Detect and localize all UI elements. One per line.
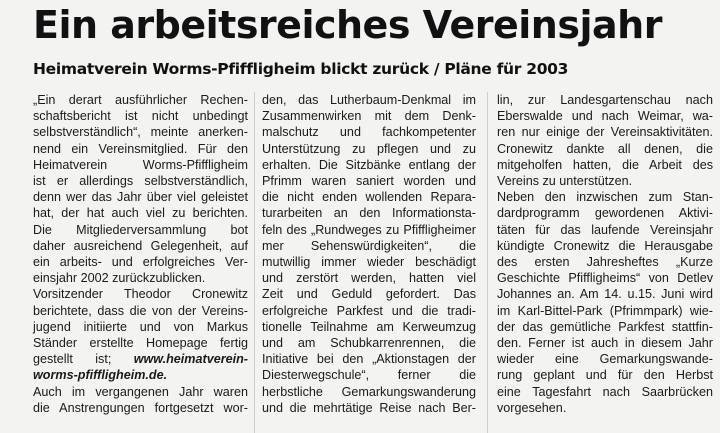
text-line: feln des „Rundweges zu Pfiffligheimer [262,222,476,237]
text-line: wieder eine Gemarkungswande- [497,352,713,367]
text-line: malschutz und fachkompetenter [262,125,476,140]
text-line: lin, zur Landesgartenschau nach [497,93,713,107]
text-line: denn wer das Jahr über viel geleistet [33,190,248,205]
text-line: ren nur einige der Vereinsaktivitäten. [497,125,713,140]
column-divider [487,92,488,433]
text-line: der das gemütliche Parkfest stattfin- [497,319,713,334]
text-line: nend ein Vereinsmitglied. Für den [33,141,248,156]
text-line: Heimatverein Worms-Pfiffligheim [33,157,248,172]
text-line: Cronewitz dankte all denen, die [497,141,713,156]
text-line: schaftsbericht ist nicht unbedingt [33,109,248,124]
text-line: Vereins zu unterstützen. [497,174,633,189]
column-divider [254,92,255,433]
text-line: den, das Lutherbaum-Denkmal im [262,93,476,107]
text-line: ist er allerdings selbstverständlich, [33,174,248,189]
text-line: und am Schubkarrenrennen, die [262,336,476,351]
article-headline: Ein arbeitsreiches Vereinsjahr [33,3,662,47]
text-line: hat, der hat auch viel zu berichten. [33,206,248,221]
text-fragment: gestellt ist; [33,352,112,367]
text-line: ein arbeits- und erfolgreiches Ver- [33,255,248,270]
text-line: Ständer erstellte Homepage fertig [33,336,248,351]
homepage-url-part: www.heimatverein- [133,352,248,367]
text-line: eine Tagesfahrt nach Saarbrücken [497,384,713,399]
text-line: und zerstört werden, hatten viel [262,271,476,286]
text-line: berichtete, dass die von der Vereins- [33,303,248,318]
text-line: mitgeholfen hatten, die Arbeit des [497,157,713,172]
article-column-3 [497,92,713,416]
article-subheadline: Heimatverein Worms-Pfiffligheim blickt zurück / Pläne für 2003 [33,60,569,78]
text-line: Johannes an. Am 14. u.15. Juni wird [497,287,713,302]
text-line: turarbeiten an den Informationsta- [262,206,476,221]
text-line-with-link [33,351,248,367]
text-line: tionelle Teilnahme am Kerweumzug [262,319,476,334]
text-line: Vorsitzender Theodor Cronewitz [33,287,248,302]
article-column-1 [33,92,248,416]
homepage-url-end: worms-pfiffligheim.de. [33,368,168,383]
text-line: Zusammenwirken mit dem Denk- [262,109,476,124]
text-line: Zeit und Geduld gefordert. Das [262,287,476,302]
text-line: selbstverständlich“, meinte anerken- [33,125,248,140]
text-line: mutwillig immer wieder beschädigt [262,255,476,270]
text-line: und die mehrtätige Reise nach Ber- [262,400,476,415]
text-line: die Anstrengungen fortgesetzt wor- [33,400,248,415]
article-column-2 [262,92,476,416]
text-line: die nicht enden wollenden Repara- [262,190,476,205]
text-line: im Karl-Bittel-Park (Pfrimmpark) wie- [497,303,713,318]
text-line: vorgesehen. [497,400,567,415]
text-line: rung geplant und für den Herbst [497,368,713,383]
text-line: herbstliche Gemarkungswanderung [262,384,476,399]
text-line: „Ein derart ausführlicher Rechen- [33,93,248,107]
text-line: täten für das laufende Vereinsjahr [497,222,713,237]
text-line: Unterstützung zu pflegen und zu [262,141,476,156]
text-line: Auch im vergangenen Jahr waren [33,384,248,399]
text-line: Diesterwegschule“, ferner die [262,368,476,383]
text-line: Pfrimm waren saniert worden und [262,174,476,189]
text-line: mer Sehenswürdigkeiten“, die [262,238,476,253]
text-line: erhalten. Die Sitzbänke entlang der [262,157,476,172]
text-line: erfolgreiche Parkfest und die tradi- [262,303,476,318]
text-line: einsjahr 2002 zurückzublicken. [33,271,206,286]
text-line: Initiative bei den „Aktionstagen der [262,352,476,367]
text-line: Die Mitgliederversammlung bot [33,222,248,237]
text-line: Geschichte Pfiffligheims“ von Detlev [497,271,713,286]
text-line: dardprogramm gewordenen Aktivi- [497,206,713,221]
text-line: Eberswalde und nach Weimar, wa- [497,109,713,124]
text-line: des ersten Jahresheftes „Kurze [497,255,713,270]
text-line: kündigte Cronewitz die Herausgabe [497,238,713,253]
text-line: daher ausreichend Gelegenheit, auf [33,238,248,253]
text-line: jugend initiierte und von Markus [33,319,248,334]
text-line: Neben den inzwischen zum Stan- [497,190,713,205]
text-line: den. Ferner ist auch in diesem Jahr [497,336,713,351]
